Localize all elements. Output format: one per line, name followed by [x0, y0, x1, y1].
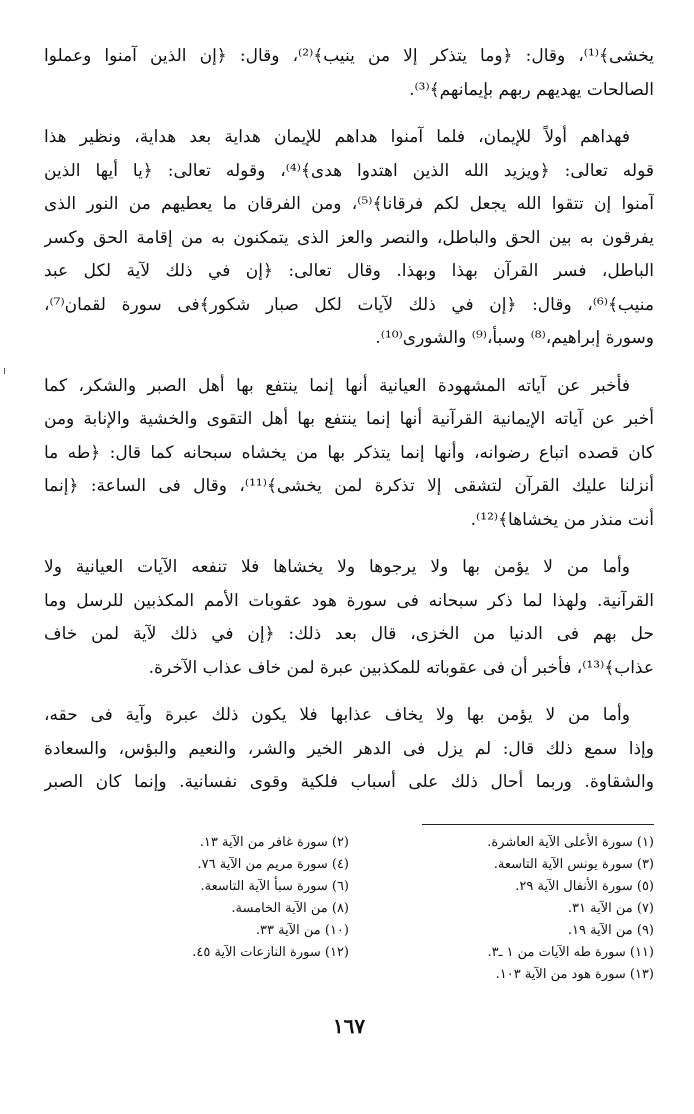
text-line: قوله تعالى: ﴿ويزيد الله الذين اهتدوا هدى﴾⁽⁴⁾، وقوله تعالى: ﴿يا أيها الذين [44, 160, 654, 181]
footnote: (١٢) سورة النازعات الآية ٤٥. [192, 945, 349, 960]
paragraph-4 [44, 551, 654, 685]
text-line: فأخبر عن آياته المشهودة العيانية أنها إنما ينتفع بها أهل الصبر والشكر، كما [44, 375, 630, 396]
footnote: (١١) سورة طه الآيات من ١ ـ٣. [487, 945, 654, 960]
footnote: (١٠) من الآية ٣٣. [255, 923, 349, 938]
footnote: (١) سورة الأعلى الآية العاشرة. [487, 835, 654, 850]
text-line: حل بهم فى الدنيا من الخزى، قال بعد ذلك: ﴿إن في ذلك لآية لمن خاف [44, 624, 654, 644]
footnote: (١٣) سورة هود من الآية ١٠٣. [495, 967, 654, 982]
text-line: كان قصده اتباع رضوانه، وأنها إنما يتذكر بها من يخشاه سبحانه كما قال: ﴿طه ما [44, 442, 654, 463]
text-line: آمنوا إن تتقوا الله يجعل لكم فرقانا﴾⁽⁵⁾، ومن الفرقان ما يعطيهم من النور الذى [44, 194, 654, 214]
text-line: وأما من لا يؤمن بها ولا يرجوها ولا يخشاها فلا تنفعه الآيات العيانية ولا [44, 557, 630, 577]
text-line: يخشى﴾⁽¹⁾، وقال: ﴿وما يتذكر إلا من ينيب﴾⁽²⁾، وقال: ﴿إن الذين آمنوا وعملوا [44, 46, 654, 66]
footnotes-right-column [349, 832, 654, 986]
footnote: (٧) من الآية ٣١. [567, 901, 654, 916]
text-line: الصالحات يهديهم ربهم بإيمانهم﴾⁽³⁾. [409, 79, 654, 100]
paragraph-5 [44, 699, 654, 800]
text-line: أخبر عن آياته الإيمانية القرآنية أنها إنما ينتفع بها أهل التقوى والخشية والإنابة ومن [44, 409, 654, 429]
text-line: يفرقون به بين الحق والباطل، والنصر والعز الذى يتمكنون به من إقامة الحق وكسر [44, 227, 654, 248]
footnote: (٣) سورة يونس الآية التاسعة. [493, 857, 654, 872]
text-line: وسورة إبراهيم،⁽⁸⁾ وسبأ،⁽⁹⁾ والشورى⁽¹⁰⁾. [375, 328, 654, 348]
text-line: عذاب﴾⁽¹³⁾، فأخبر أن فى عقوباته للمكذبين عبرة لمن خاف عذاب الآخرة. [148, 657, 654, 678]
text-line: وإذا سمع ذلك قال: لم يزل فى الدهر الخير والشر، والنعيم والبؤس، والسعادة [44, 738, 654, 759]
footnote: (٥) سورة الأنفال الآية ٢٩. [515, 879, 654, 894]
page-number: ١٦٧ [332, 1014, 366, 1038]
paragraph-1 [44, 40, 654, 107]
text-line: أنت منذر من يخشاها﴾⁽¹²⁾. [470, 509, 654, 530]
footnotes-left-column [44, 832, 349, 986]
footnotes [44, 832, 654, 986]
footnote: (٩) من الآية ١٩. [567, 923, 654, 938]
text-line: الباطل، فسر القرآن بهذا وبهذا. وقال تعالى: ﴿إن في ذلك لآية لكل عبد [44, 261, 654, 281]
margin-mark [4, 368, 5, 374]
text-line: منيب﴾⁽⁶⁾، وقال: ﴿إن في ذلك لآيات لكل صبار شكور﴾فى سورة لقمان⁽⁷⁾، [44, 294, 654, 315]
paragraph-2 [44, 121, 654, 356]
paragraph-3 [44, 370, 654, 538]
text-line: القرآنية. ولهذا لما ذكر سبحانه فى سورة هود عقوبات الأمم المكذبين للرسل وما [44, 590, 654, 611]
text-line: أنزلنا عليك القرآن لتشقى إلا تذكرة لمن يخشى﴾⁽¹¹⁾، وقال فى الساعة: ﴿إنما [44, 476, 654, 496]
book-page [44, 40, 654, 1080]
text-line: وأما من لا يؤمن بها ولا يخاف عذابها فلا يكون ذلك عبرة وآية فى حقه، [44, 705, 630, 725]
text-line: والشقاوة. وربما أحال ذلك على أسباب فلكية وقوى نفسانية. وإنما كان الصبر [44, 772, 654, 792]
footnote-divider [422, 824, 654, 825]
footnote: (٢) سورة غافر من الآية ١٣. [199, 835, 349, 850]
footnote: (٨) من الآية الخامسة. [231, 901, 349, 916]
footnote: (٦) سورة سبأ الآية التاسعة. [200, 879, 349, 894]
footnote: (٤) سورة مريم من الآية ٧٦. [197, 857, 349, 872]
text-line: فهداهم أولاً للإيمان، فلما آمنوا هداهم للإيمان هداية بعد هداية، ونظير هذا [44, 127, 630, 147]
